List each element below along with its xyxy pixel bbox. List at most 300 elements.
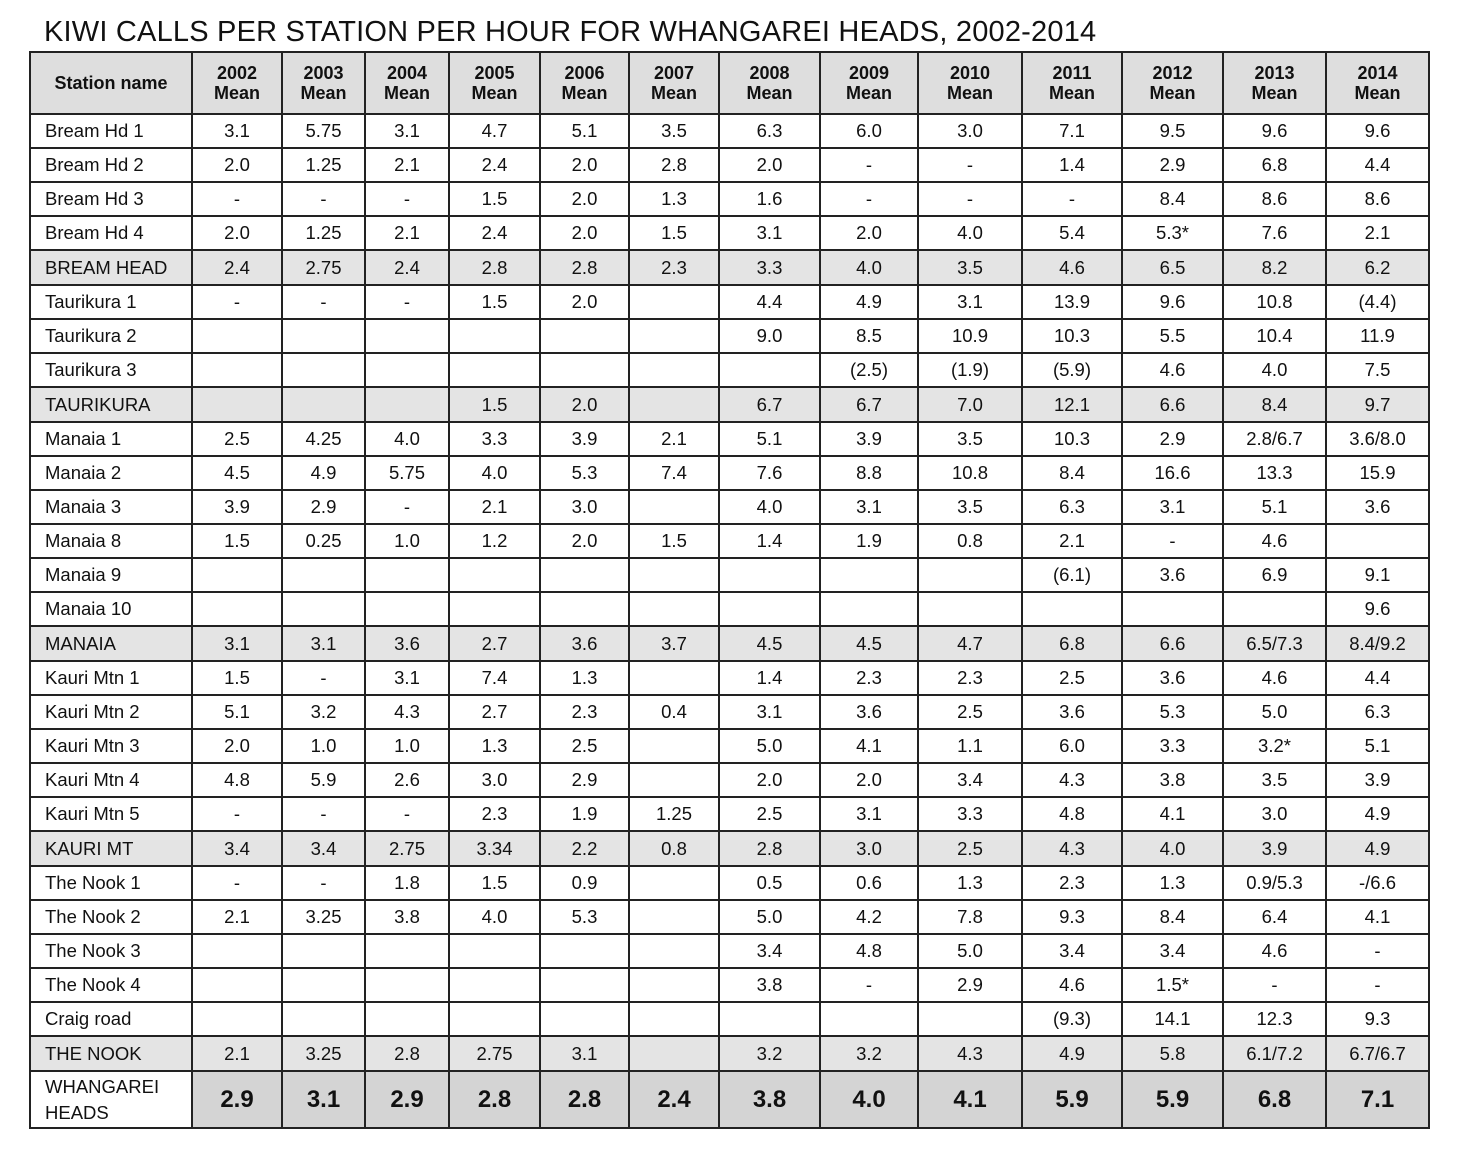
mean-value-cell: 4.6 [1122, 353, 1223, 387]
mean-value-cell: 2.5 [918, 831, 1022, 866]
station-name-cell: Bream Hd 3 [30, 182, 192, 216]
mean-value-cell: 3.34 [449, 831, 540, 866]
mean-value-cell: 2.4 [449, 148, 540, 182]
mean-value-cell: 2.5 [1022, 661, 1122, 695]
table-row [30, 422, 1429, 456]
mean-value-cell: - [918, 182, 1022, 216]
table-row [30, 592, 1429, 626]
station-name-cell: Bream Hd 4 [30, 216, 192, 250]
mean-value-cell: 0.8 [629, 831, 719, 866]
mean-value-cell: 3.1 [820, 797, 918, 831]
mean-value-cell: 13.9 [1022, 285, 1122, 319]
mean-value-cell: 4.5 [820, 626, 918, 661]
header-year-2009 [820, 52, 918, 114]
mean-value-cell: 4.1 [918, 1071, 1022, 1128]
mean-value-cell: 5.3 [540, 900, 629, 934]
mean-value-cell [629, 353, 719, 387]
mean-value-cell: 0.5 [719, 866, 820, 900]
mean-value-cell: 9.0 [719, 319, 820, 353]
mean-value-cell: 4.4 [1326, 148, 1429, 182]
header-year-label: 2013 [1254, 63, 1295, 83]
mean-value-cell: - [282, 182, 365, 216]
mean-value-cell: 3.5 [1223, 763, 1326, 797]
mean-value-cell: 4.0 [365, 422, 449, 456]
mean-value-cell: 16.6 [1122, 456, 1223, 490]
table-row [30, 558, 1429, 592]
mean-value-cell: 3.9 [820, 422, 918, 456]
mean-value-cell: 5.0 [918, 934, 1022, 968]
mean-value-cell: 3.4 [719, 934, 820, 968]
mean-value-cell: 8.5 [820, 319, 918, 353]
mean-value-cell: - [365, 285, 449, 319]
mean-value-cell: 4.1 [820, 729, 918, 763]
mean-value-cell: 1.0 [365, 524, 449, 558]
mean-value-cell: - [820, 148, 918, 182]
mean-value-cell: 10.8 [918, 456, 1022, 490]
mean-value-cell: 3.4 [192, 831, 282, 866]
mean-value-cell: 3.6 [1122, 558, 1223, 592]
mean-value-cell [629, 319, 719, 353]
header-year-2014 [1326, 52, 1429, 114]
mean-value-cell: 5.1 [1223, 490, 1326, 524]
mean-value-cell: 0.4 [629, 695, 719, 729]
header-year-2002 [192, 52, 282, 114]
header-year-label: 2003 [303, 63, 344, 83]
mean-value-cell [719, 1002, 820, 1036]
mean-value-cell: 2.7 [449, 695, 540, 729]
mean-value-cell: - [1326, 934, 1429, 968]
mean-value-cell [540, 1002, 629, 1036]
mean-value-cell [192, 387, 282, 422]
mean-value-cell: 2.0 [540, 182, 629, 216]
mean-value-cell: 3.5 [918, 422, 1022, 456]
table-row [30, 182, 1429, 216]
header-year-label: 2004 [386, 63, 428, 83]
header-year-2005 [449, 52, 540, 114]
mean-value-cell: 3.1 [282, 626, 365, 661]
mean-value-cell: 6.6 [1122, 387, 1223, 422]
header-year-label: 2010 [949, 63, 991, 83]
mean-value-cell: 1.25 [282, 216, 365, 250]
table-row [30, 353, 1429, 387]
subtotal-row [30, 387, 1429, 422]
mean-value-cell: 2.0 [192, 216, 282, 250]
mean-value-cell [719, 353, 820, 387]
mean-value-cell: 1.6 [719, 182, 820, 216]
mean-value-cell: 2.0 [540, 216, 629, 250]
mean-value-cell: - [365, 490, 449, 524]
mean-value-cell: 2.5 [540, 729, 629, 763]
mean-value-cell: 9.1 [1326, 558, 1429, 592]
mean-value-cell: 3.1 [365, 661, 449, 695]
mean-value-cell: 8.4 [1122, 182, 1223, 216]
mean-value-cell: 4.9 [820, 285, 918, 319]
mean-value-cell: 7.6 [1223, 216, 1326, 250]
mean-value-cell: 4.0 [820, 250, 918, 285]
mean-value-cell: 2.4 [449, 216, 540, 250]
mean-value-cell: 7.1 [1326, 1071, 1429, 1128]
mean-value-cell: 5.9 [1122, 1071, 1223, 1128]
mean-value-cell [282, 592, 365, 626]
mean-value-cell [449, 934, 540, 968]
mean-value-cell: 5.3 [1122, 695, 1223, 729]
station-name-cell: Taurikura 3 [30, 353, 192, 387]
mean-value-cell [365, 1002, 449, 1036]
header-mean-label: Mean [300, 83, 347, 103]
mean-value-cell: 3.8 [719, 1071, 820, 1128]
mean-value-cell: 1.2 [449, 524, 540, 558]
header-mean-label: Mean [746, 83, 793, 103]
station-name-cell: Manaia 10 [30, 592, 192, 626]
station-name-cell: Kauri Mtn 1 [30, 661, 192, 695]
mean-value-cell [629, 729, 719, 763]
mean-value-cell [449, 319, 540, 353]
mean-value-cell: 2.0 [540, 285, 629, 319]
mean-value-cell [365, 592, 449, 626]
mean-value-cell: 2.9 [918, 968, 1022, 1002]
mean-value-cell: (5.9) [1022, 353, 1122, 387]
mean-value-cell: 3.1 [282, 1071, 365, 1128]
mean-value-cell: 6.3 [1326, 695, 1429, 729]
mean-value-cell [629, 866, 719, 900]
mean-value-cell: 0.25 [282, 524, 365, 558]
mean-value-cell: 2.1 [629, 422, 719, 456]
mean-value-cell: 2.3 [540, 695, 629, 729]
mean-value-cell: 3.0 [449, 763, 540, 797]
mean-value-cell: 4.2 [820, 900, 918, 934]
mean-value-cell: 3.2* [1223, 729, 1326, 763]
mean-value-cell: 2.1 [1022, 524, 1122, 558]
mean-value-cell: 3.9 [192, 490, 282, 524]
mean-value-cell: 3.6 [1326, 490, 1429, 524]
mean-value-cell: 5.1 [192, 695, 282, 729]
mean-value-cell: 10.3 [1022, 422, 1122, 456]
mean-value-cell: 8.8 [820, 456, 918, 490]
mean-value-cell: - [1022, 182, 1122, 216]
mean-value-cell: 5.0 [1223, 695, 1326, 729]
grand-total-row [30, 1071, 1429, 1128]
mean-value-cell: 3.6 [820, 695, 918, 729]
mean-value-cell: 10.9 [918, 319, 1022, 353]
station-name-cell: BREAM HEAD [30, 250, 192, 285]
mean-value-cell: 2.8 [449, 1071, 540, 1128]
mean-value-cell: 3.1 [192, 626, 282, 661]
mean-value-cell: 7.5 [1326, 353, 1429, 387]
mean-value-cell: 4.25 [282, 422, 365, 456]
table-row [30, 114, 1429, 148]
mean-value-cell [540, 968, 629, 1002]
station-name-cell: Taurikura 2 [30, 319, 192, 353]
mean-value-cell: 2.4 [365, 250, 449, 285]
mean-value-cell: 2.5 [719, 797, 820, 831]
mean-value-cell: 6.8 [1022, 626, 1122, 661]
mean-value-cell: 1.5 [449, 866, 540, 900]
mean-value-cell: 6.0 [1022, 729, 1122, 763]
mean-value-cell: 5.1 [1326, 729, 1429, 763]
mean-value-cell: 9.6 [1223, 114, 1326, 148]
mean-value-cell: 2.8 [719, 831, 820, 866]
table-row [30, 866, 1429, 900]
mean-value-cell [629, 968, 719, 1002]
mean-value-cell [192, 1002, 282, 1036]
mean-value-cell: 7.8 [918, 900, 1022, 934]
mean-value-cell: 10.4 [1223, 319, 1326, 353]
header-year-label: 2002 [216, 63, 258, 83]
mean-value-cell: 2.0 [192, 729, 282, 763]
mean-value-cell: 2.9 [192, 1071, 282, 1128]
mean-value-cell: 2.0 [192, 148, 282, 182]
mean-value-cell [192, 353, 282, 387]
mean-value-cell: 4.1 [1326, 900, 1429, 934]
header-year-2010 [918, 52, 1022, 114]
mean-value-cell: 7.1 [1022, 114, 1122, 148]
station-name-cell: THE NOOK [30, 1036, 192, 1071]
mean-value-cell [629, 661, 719, 695]
mean-value-cell: - [282, 797, 365, 831]
mean-value-cell: 4.3 [365, 695, 449, 729]
mean-value-cell: 3.9 [1223, 831, 1326, 866]
mean-value-cell: 9.6 [1122, 285, 1223, 319]
mean-value-cell: 5.8 [1122, 1036, 1223, 1071]
mean-value-cell: 8.4/9.2 [1326, 626, 1429, 661]
mean-value-cell: 2.3 [449, 797, 540, 831]
mean-value-cell: 14.1 [1122, 1002, 1223, 1036]
mean-value-cell: 4.3 [1022, 831, 1122, 866]
mean-value-cell: 11.9 [1326, 319, 1429, 353]
mean-value-cell [629, 763, 719, 797]
mean-value-cell: 3.0 [820, 831, 918, 866]
mean-value-cell: 2.4 [629, 1071, 719, 1128]
mean-value-cell: 9.6 [1326, 592, 1429, 626]
mean-value-cell: 4.3 [918, 1036, 1022, 1071]
mean-value-cell: 3.3 [449, 422, 540, 456]
station-name-cell: Manaia 8 [30, 524, 192, 558]
mean-value-cell: 0.6 [820, 866, 918, 900]
table-row [30, 797, 1429, 831]
header-year-label: 2007 [653, 63, 695, 83]
header-year-2013 [1223, 52, 1326, 114]
mean-value-cell: 9.7 [1326, 387, 1429, 422]
mean-value-cell: 2.5 [918, 695, 1022, 729]
kiwi-calls-table [29, 51, 1430, 1129]
header-year-2007 [629, 52, 719, 114]
station-name-cell: Manaia 1 [30, 422, 192, 456]
mean-value-cell [449, 353, 540, 387]
mean-value-cell: 5.1 [719, 422, 820, 456]
station-name-cell: Kauri Mtn 2 [30, 695, 192, 729]
mean-value-cell: 2.9 [282, 490, 365, 524]
mean-value-cell: 9.5 [1122, 114, 1223, 148]
mean-value-cell: (4.4) [1326, 285, 1429, 319]
station-name-cell: Bream Hd 1 [30, 114, 192, 148]
header-mean-label: Mean [471, 83, 518, 103]
subtotal-row [30, 626, 1429, 661]
mean-value-cell: 8.6 [1223, 182, 1326, 216]
mean-value-cell: 3.6 [365, 626, 449, 661]
mean-value-cell: - [192, 182, 282, 216]
station-name-cell: Kauri Mtn 4 [30, 763, 192, 797]
mean-value-cell: 4.7 [918, 626, 1022, 661]
mean-value-cell: 2.3 [820, 661, 918, 695]
mean-value-cell: - [918, 148, 1022, 182]
mean-value-cell: 2.75 [449, 1036, 540, 1071]
table-row [30, 456, 1429, 490]
header-year-label: 2005 [474, 63, 515, 83]
mean-value-cell: 5.4 [1022, 216, 1122, 250]
mean-value-cell [820, 592, 918, 626]
mean-value-cell: 6.8 [1223, 148, 1326, 182]
mean-value-cell: 3.3 [918, 797, 1022, 831]
mean-value-cell: - [1223, 968, 1326, 1002]
mean-value-cell: 2.2 [540, 831, 629, 866]
page-title: KIWI CALLS PER STATION PER HOUR FOR WHANGAREI HEADS, 2002-2014 [44, 16, 1097, 48]
mean-value-cell: 2.75 [365, 831, 449, 866]
mean-value-cell: 5.75 [365, 456, 449, 490]
table-row [30, 1002, 1429, 1036]
mean-value-cell: 5.1 [540, 114, 629, 148]
table-row [30, 148, 1429, 182]
mean-value-cell [365, 319, 449, 353]
mean-value-cell: 3.8 [719, 968, 820, 1002]
mean-value-cell: 4.8 [820, 934, 918, 968]
mean-value-cell: 5.3 [540, 456, 629, 490]
mean-value-cell: 0.9/5.3 [1223, 866, 1326, 900]
mean-value-cell: 5.5 [1122, 319, 1223, 353]
mean-value-cell: 2.6 [365, 763, 449, 797]
mean-value-cell: 2.8 [449, 250, 540, 285]
mean-value-cell: - [820, 968, 918, 1002]
mean-value-cell: 4.4 [719, 285, 820, 319]
mean-value-cell: 4.5 [719, 626, 820, 661]
table-row [30, 319, 1429, 353]
station-name-cell: The Nook 1 [30, 866, 192, 900]
mean-value-cell: - [1122, 524, 1223, 558]
mean-value-cell: 8.6 [1326, 182, 1429, 216]
mean-value-cell: 3.4 [1122, 934, 1223, 968]
mean-value-cell: 3.8 [1122, 763, 1223, 797]
mean-value-cell [1326, 524, 1429, 558]
mean-value-cell [629, 1002, 719, 1036]
mean-value-cell: 1.8 [365, 866, 449, 900]
header-mean-label: Mean [383, 83, 430, 103]
station-name-cell: MANAIA [30, 626, 192, 661]
mean-value-cell: 2.5 [192, 422, 282, 456]
mean-value-cell: 3.9 [1326, 763, 1429, 797]
mean-value-cell: - [192, 866, 282, 900]
mean-value-cell: 8.4 [1122, 900, 1223, 934]
mean-value-cell [629, 900, 719, 934]
header-year-2011 [1022, 52, 1122, 114]
header-mean-label: Mean [845, 83, 892, 103]
table-row [30, 934, 1429, 968]
mean-value-cell: - [365, 182, 449, 216]
mean-value-cell: 6.3 [1022, 490, 1122, 524]
station-name-cell: KAURI MT [30, 831, 192, 866]
table-row [30, 695, 1429, 729]
mean-value-cell: 1.5 [449, 285, 540, 319]
mean-value-cell [192, 558, 282, 592]
mean-value-cell [540, 592, 629, 626]
mean-value-cell: 6.3 [719, 114, 820, 148]
mean-value-cell: 1.0 [365, 729, 449, 763]
mean-value-cell [629, 490, 719, 524]
station-name-cell: TAURIKURA [30, 387, 192, 422]
station-name-cell: Manaia 3 [30, 490, 192, 524]
mean-value-cell [629, 558, 719, 592]
mean-value-cell: 1.4 [719, 524, 820, 558]
mean-value-cell: 7.4 [449, 661, 540, 695]
mean-value-cell: 3.5 [918, 490, 1022, 524]
mean-value-cell: 4.0 [820, 1071, 918, 1128]
header-year-label: 2011 [1052, 63, 1092, 83]
mean-value-cell: 4.9 [1326, 831, 1429, 866]
mean-value-cell: 2.9 [1122, 422, 1223, 456]
mean-value-cell: 6.7 [820, 387, 918, 422]
header-station-name: Station name [30, 52, 192, 114]
mean-value-cell [629, 285, 719, 319]
mean-value-cell: 2.8/6.7 [1223, 422, 1326, 456]
mean-value-cell: 5.9 [282, 763, 365, 797]
mean-value-cell: 4.8 [1022, 797, 1122, 831]
mean-value-cell: 6.6 [1122, 626, 1223, 661]
mean-value-cell: 4.5 [192, 456, 282, 490]
mean-value-cell: 2.1 [192, 900, 282, 934]
station-name-cell: The Nook 4 [30, 968, 192, 1002]
mean-value-cell: 2.0 [540, 387, 629, 422]
mean-value-cell: 3.3 [719, 250, 820, 285]
mean-value-cell [449, 968, 540, 1002]
mean-value-cell: 15.9 [1326, 456, 1429, 490]
header-year-2008 [719, 52, 820, 114]
mean-value-cell: 4.0 [918, 216, 1022, 250]
mean-value-cell [282, 319, 365, 353]
mean-value-cell: 4.6 [1223, 661, 1326, 695]
mean-value-cell: 1.4 [1022, 148, 1122, 182]
mean-value-cell: 12.3 [1223, 1002, 1326, 1036]
mean-value-cell: 3.1 [719, 695, 820, 729]
mean-value-cell: 3.2 [719, 1036, 820, 1071]
table-row [30, 524, 1429, 558]
mean-value-cell [282, 387, 365, 422]
mean-value-cell: 1.3 [629, 182, 719, 216]
table-row [30, 729, 1429, 763]
mean-value-cell: 6.7 [719, 387, 820, 422]
header-mean-label: Mean [1149, 83, 1196, 103]
mean-value-cell: 1.3 [540, 661, 629, 695]
mean-value-cell: 4.6 [1223, 524, 1326, 558]
header-year-label: 2009 [848, 63, 890, 83]
mean-value-cell: 2.1 [365, 148, 449, 182]
mean-value-cell [629, 1036, 719, 1071]
mean-value-cell: (9.3) [1022, 1002, 1122, 1036]
mean-value-cell [540, 934, 629, 968]
mean-value-cell [918, 1002, 1022, 1036]
mean-value-cell: 6.9 [1223, 558, 1326, 592]
mean-value-cell: 4.6 [1022, 250, 1122, 285]
mean-value-cell: 2.75 [282, 250, 365, 285]
mean-value-cell: 3.8 [365, 900, 449, 934]
mean-value-cell [282, 934, 365, 968]
mean-value-cell: 9.6 [1326, 114, 1429, 148]
mean-value-cell: 6.2 [1326, 250, 1429, 285]
mean-value-cell: 3.7 [629, 626, 719, 661]
mean-value-cell: 3.25 [282, 1036, 365, 1071]
mean-value-cell [629, 934, 719, 968]
mean-value-cell: 2.1 [192, 1036, 282, 1071]
mean-value-cell: 2.8 [540, 250, 629, 285]
mean-value-cell [820, 558, 918, 592]
mean-value-cell: 1.5* [1122, 968, 1223, 1002]
